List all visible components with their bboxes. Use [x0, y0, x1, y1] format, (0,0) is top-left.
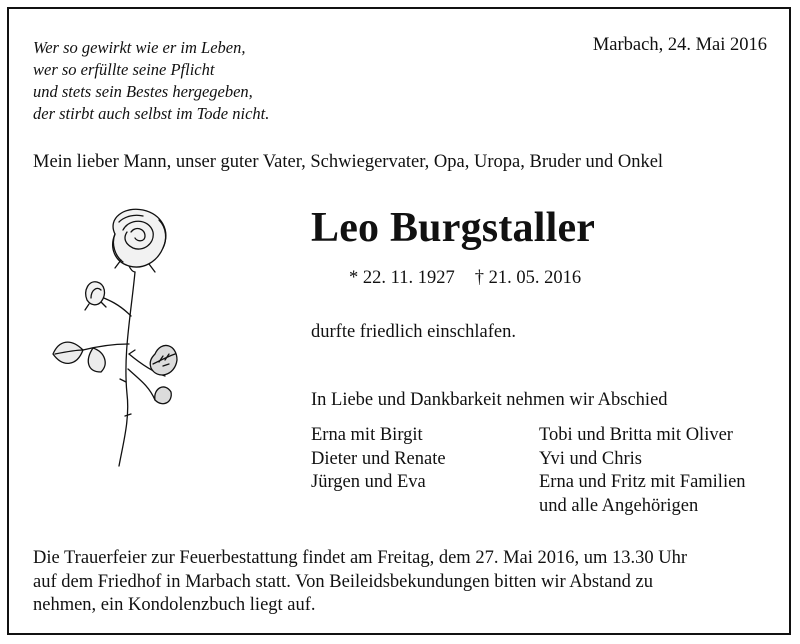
deceased-name: Leo Burgstaller: [311, 205, 596, 251]
life-dates: [349, 268, 581, 289]
funeral-line: nehmen, ein Kondolenzbuch liegt auf.: [33, 595, 316, 615]
obituary-notice: [7, 7, 791, 635]
poem-line: wer so erfüllte seine Pflicht: [33, 60, 215, 79]
poem-line: Wer so gewirkt wie er im Leben,: [33, 38, 246, 57]
farewell-text: In Liebe und Dankbarkeit nehmen wir Abschied: [311, 390, 668, 410]
mourners-left-column: [311, 424, 446, 495]
rose-illustration: [49, 204, 179, 474]
poem-line: und stets sein Bestes hergegeben,: [33, 82, 253, 101]
place-and-date: Marbach, 24. Mai 2016: [592, 35, 767, 55]
mourner-entry: Erna mit Birgit: [311, 425, 423, 445]
poem-line: der stirbt auch selbst im Tode nicht.: [33, 104, 270, 123]
mourner-entry: Erna und Fritz mit Familien: [539, 472, 746, 492]
mourner-entry: und alle Angehörigen: [539, 495, 699, 516]
funeral-line: Die Trauerfeier zur Feuerbestattung findet am Freitag, dem 27. Mai 2016, um 13.30 Uhr: [33, 548, 688, 568]
funeral-line: auf dem Friedhof in Marbach statt. Von Beileidsbekundungen bitten wir Abstand zu: [33, 571, 653, 592]
passed-away-text: durfte friedlich einschlafen.: [311, 322, 516, 342]
mourner-entry: Yvi und Chris: [539, 448, 642, 469]
memorial-poem: [33, 37, 269, 125]
death-date: † 21. 05. 2016: [474, 268, 582, 288]
mourner-entry: Jürgen und Eva: [311, 472, 426, 492]
mourner-entry: Dieter und Renate: [311, 448, 446, 469]
birth-date: * 22. 11. 1927: [349, 268, 455, 288]
intro-line: Mein lieber Mann, unser guter Vater, Schwiegervater, Opa, Uropa, Bruder und Onkel: [33, 152, 664, 172]
funeral-info: [33, 547, 687, 618]
mourners-right-column: [539, 424, 746, 518]
mourner-entry: Tobi und Britta mit Oliver: [539, 425, 733, 445]
